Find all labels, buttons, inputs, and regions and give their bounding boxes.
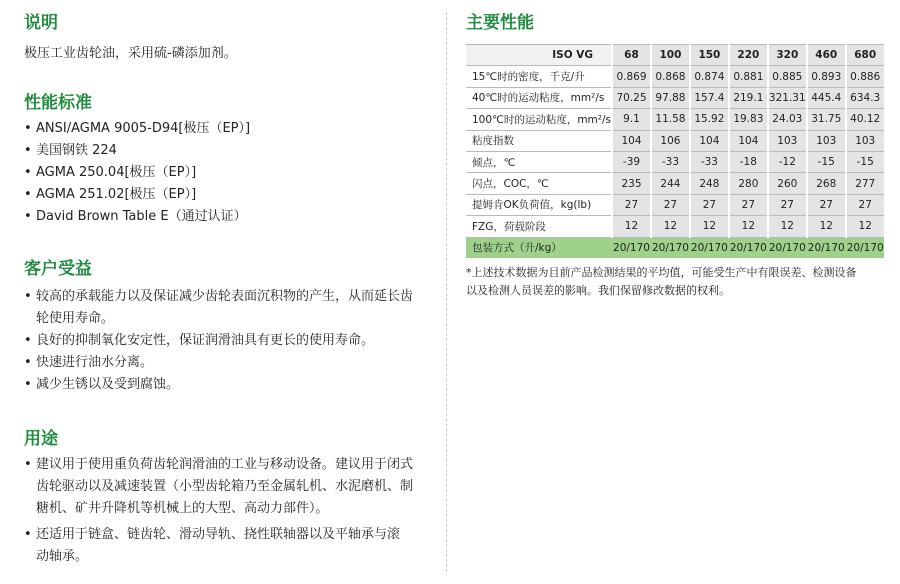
table-cell: 70.25 (612, 87, 651, 108)
description-text: 极压工业齿轮油，采用硫-磷添加剂。 (24, 46, 237, 61)
table-cell: 103 (768, 130, 807, 151)
table-cell: 12 (768, 216, 807, 237)
table-cell: 0.885 (768, 66, 807, 87)
table-cell: 12 (651, 216, 690, 237)
table-row (466, 151, 884, 172)
section-title-description: 说明 (24, 13, 58, 33)
table-cell: 260 (768, 173, 807, 194)
list-item: • 较高的承载能力以及保证减少齿轮表面沉积物的产生，从而延长齿 (24, 289, 414, 304)
list-item: • David Brown Table E（通过认证） (24, 209, 247, 224)
grade-header: 150 (690, 45, 729, 66)
table-cell: 104 (729, 130, 768, 151)
list-item-continuation: 动轴承。 (36, 549, 89, 564)
table-cell: 0.868 (651, 66, 690, 87)
applications-list (24, 454, 434, 568)
table-row (466, 194, 884, 215)
table-cell: 12 (690, 216, 729, 237)
table-cell: 27 (651, 194, 690, 215)
table-cell: -15 (807, 151, 846, 172)
table-cell: 445.4 (807, 87, 846, 108)
grade-header: 460 (807, 45, 846, 66)
table-row (466, 109, 884, 130)
table-cell: 31.75 (807, 109, 846, 130)
table-cell: -15 (846, 151, 884, 172)
table-cell: 157.4 (690, 87, 729, 108)
list-item: • 建议用于使用重负荷齿轮润滑油的工业与移动设备。建议用于闭式 (24, 457, 414, 472)
table-cell: 97.88 (651, 87, 690, 108)
table-cell: 0.886 (846, 66, 884, 87)
row-label: 15℃时的密度，千克/升 (466, 66, 612, 87)
table-row (466, 216, 884, 237)
row-label: 提姆肯OK负荷值，kg(lb) (466, 194, 612, 215)
table-cell: 12 (807, 216, 846, 237)
table-cell: 277 (846, 173, 884, 194)
row-label: 闪点，COC，℃ (466, 173, 612, 194)
table-cell: 235 (612, 173, 651, 194)
grade-header: 220 (729, 45, 768, 66)
table-cell: 268 (807, 173, 846, 194)
table-cell: 0.869 (612, 66, 651, 87)
table-cell: -39 (612, 151, 651, 172)
section-title-benefits: 客户受益 (24, 259, 92, 279)
table-cell: 244 (651, 173, 690, 194)
table-cell: 9.1 (612, 109, 651, 130)
table-cell: 12 (729, 216, 768, 237)
list-item: • 还适用于链盒、链齿轮、滑动导轨、挠性联轴器以及平轴承与滚 (24, 527, 401, 542)
standards-list (24, 118, 434, 228)
table-row (466, 66, 884, 87)
grade-header: 680 (846, 45, 884, 66)
list-item: • 良好的抑制氧化安定性，保证润滑油具有更长的使用寿命。 (24, 333, 375, 348)
table-cell: 12 (846, 216, 884, 237)
grade-header: 100 (651, 45, 690, 66)
table-cell: 20/170 (768, 237, 807, 258)
table-cell: 11.58 (651, 109, 690, 130)
footnote (466, 264, 878, 300)
table-cell: 20/170 (612, 237, 651, 258)
table-cell: 27 (690, 194, 729, 215)
table-cell: 20/170 (651, 237, 690, 258)
table-cell: -33 (690, 151, 729, 172)
table-cell: 15.92 (690, 109, 729, 130)
table-cell: -12 (768, 151, 807, 172)
table-header-row (466, 45, 884, 66)
table-cell: 20/170 (690, 237, 729, 258)
section-title-applications: 用途 (24, 429, 58, 449)
table-cell: 12 (612, 216, 651, 237)
list-item-continuation: 齿轮驱动以及减速装置（小型齿轮箱乃至金属轧机、水泥磨机、制 (36, 479, 414, 494)
list-item-continuation: 轮使用寿命。 (36, 311, 115, 326)
row-label: 粘度指数 (466, 130, 612, 151)
properties-table (466, 44, 884, 258)
column-divider (446, 12, 448, 572)
footnote-line: 以及检测人员误差的影响。我们保留修改数据的权利。 (466, 284, 730, 297)
row-label: 倾点，℃ (466, 151, 612, 172)
list-item: • AGMA 251.02[极压（EP）] (24, 187, 197, 202)
table-cell: 280 (729, 173, 768, 194)
table-row (466, 130, 884, 151)
footnote-line: *上述技术数据为目前产品检测结果的平均值，可能受生产中有限误差、检测设备 (466, 266, 857, 279)
table-cell: 27 (846, 194, 884, 215)
iso-vg-header: ISO VG (466, 45, 612, 66)
table-cell: 219.1 (729, 87, 768, 108)
packaging-row (466, 237, 884, 258)
table-cell: 20/170 (846, 237, 884, 258)
grade-header: 320 (768, 45, 807, 66)
list-item: • 美国钢铁 224 (24, 143, 117, 158)
table-cell: 0.893 (807, 66, 846, 87)
table-cell: 0.881 (729, 66, 768, 87)
row-label: 100℃时的运动粘度，mm²/s (466, 109, 612, 130)
section-title-properties: 主要性能 (466, 13, 534, 33)
table-cell: 19.83 (729, 109, 768, 130)
table-cell: 321.31 (768, 87, 807, 108)
row-label: 40℃时的运动粘度，mm²/s (466, 87, 612, 108)
table-cell: -33 (651, 151, 690, 172)
row-label: FZG，荷载阶段 (466, 216, 612, 237)
list-item-continuation: 糖机、矿井升降机等机械上的大型、高动力部件）。 (36, 501, 329, 516)
table-cell: 24.03 (768, 109, 807, 130)
table-cell: 20/170 (729, 237, 768, 258)
table-cell: -18 (729, 151, 768, 172)
list-item: • ANSI/AGMA 9005-D94[极压（EP）] (24, 121, 251, 136)
table-cell: 27 (807, 194, 846, 215)
table-cell: 634.3 (846, 87, 884, 108)
table-cell: 103 (846, 130, 884, 151)
section-title-standards: 性能标准 (24, 93, 92, 113)
table-cell: 20/170 (807, 237, 846, 258)
grade-header: 68 (612, 45, 651, 66)
table-cell: 106 (651, 130, 690, 151)
list-item: • AGMA 250.04[极压（EP）] (24, 165, 197, 180)
list-item: • 减少生锈以及受到腐蚀。 (24, 377, 180, 392)
table-cell: 104 (612, 130, 651, 151)
row-label: 包装方式（升/kg） (466, 237, 612, 258)
table-cell: 27 (729, 194, 768, 215)
table-row (466, 173, 884, 194)
table-cell: 104 (690, 130, 729, 151)
table-cell: 0.874 (690, 66, 729, 87)
table-row (466, 87, 884, 108)
benefits-list (24, 286, 434, 396)
table-cell: 40.12 (846, 109, 884, 130)
table-cell: 27 (768, 194, 807, 215)
table-cell: 248 (690, 173, 729, 194)
table-cell: 103 (807, 130, 846, 151)
table-cell: 27 (612, 194, 651, 215)
list-item: • 快速进行油水分离。 (24, 355, 154, 370)
